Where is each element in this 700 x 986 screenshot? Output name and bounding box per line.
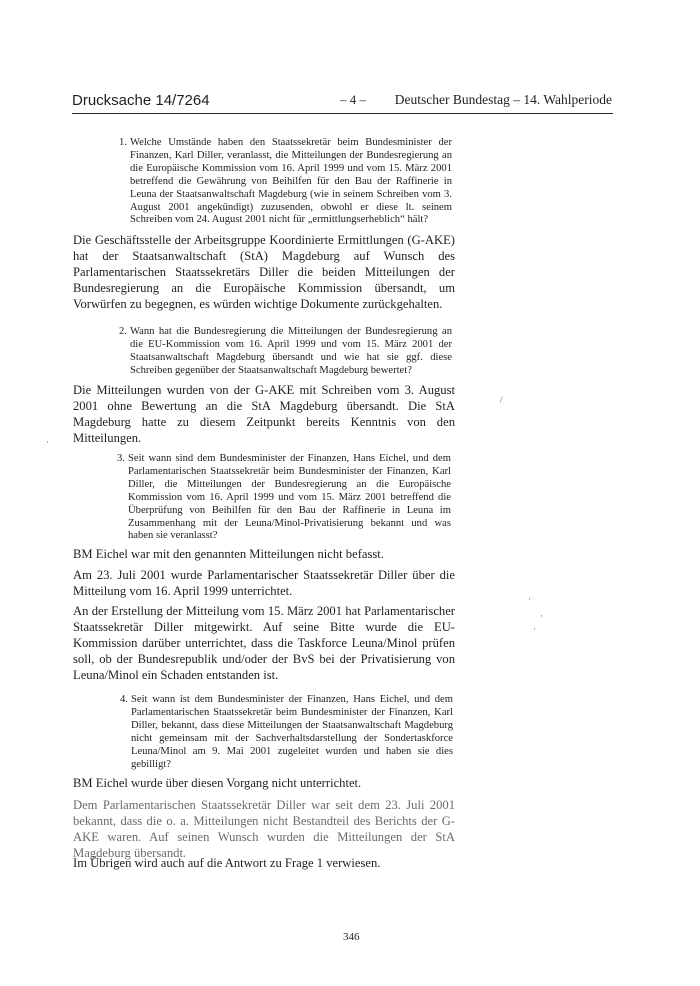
answer-4-paragraph-2: Dem Parlamentarischen Staatssekretär Diller war seit dem 23. Juli 2001 bekannt, dass die o. a. Mitteilungen nicht Bestandteil des Berichts der G-AKE waren. Auf seinen Wunsch wurden die Mitteilungen der StA Magdeburg übersandt.: [73, 798, 455, 860]
page-marker: – 4 –: [340, 92, 366, 107]
question-1-text: Welche Umstände haben den Staatssekretär beim Bundesminister der Finanzen, Karl Diller, veranlasst, die Mitteilungen der Bundesregierung an die Europäische Kommission vom 16. April 1999 und vom 15. März 2001 betreffend die Gewährung von Beihilfen für den Bau der Raffinerie in Leuna der Staatsanwaltschaft Magdeburg (wie in seinem Schreiben vom 3. August 2001 angekündigt) zuzusenden, obwohl er diese lt. seinem Schreiben vom 24. August 2001 nicht für „ermittlungserheblich“ hält?: [130, 137, 452, 226]
answer-3-paragraph-2: Am 23. Juli 2001 wurde Parlamentarischer Staatssekretär Diller über die Mitteilung vom 16. April 1999 unterrichtet.: [73, 568, 455, 598]
question-2: [119, 326, 452, 378]
question-2-number: 2.: [119, 326, 127, 337]
answer-3-paragraph-3: An der Erstellung der Mitteilung vom 15. März 2001 hat Parlamentarischer Staatssekretär Diller mitgewirkt. Auf seine Bitte wurde die EU-Kommission darüber unterrichtet, dass die Taskforce Leuna/Minol prüfen soll, ob der Bundesrepublik und/oder der BvS bei der Privatisierung von Leuna/Minol ein Schaden entstanden ist.: [73, 604, 455, 682]
answer-2-paragraph-1: Die Mitteilungen wurden von der G-AKE mit Schreiben vom 3. August 2001 ohne Bewertung an die StA Magdeburg übersandt. Die StA Magdeburg hatte zu diesem Zeitpunkt bereits Kenntnis von den Mitteilungen.: [73, 383, 455, 445]
drucksache-number: Drucksache 14/7264: [72, 92, 210, 109]
question-2-text: Wann hat die Bundesregierung die Mitteilungen der Bundesregierung an die EU-Kommission vom 16. April 1999 und vom 15. März 2001 der Staatsanwaltschaft Magdeburg übersandt und wie hat sie ggf. diese Schreiben gegenüber der Staatsanwaltschaft Magdeburg bewertet?: [130, 326, 452, 376]
page-number: 346: [343, 931, 360, 943]
question-1: [119, 137, 452, 227]
scan-speck: ·: [46, 437, 49, 447]
page-header: [72, 92, 612, 114]
question-3-number: 3.: [117, 453, 125, 464]
scan-speck: /: [500, 395, 503, 405]
question-1-number: 1.: [119, 137, 127, 148]
question-3-text: Seit wann sind dem Bundesminister der Finanzen, Hans Eichel, und dem Parlamentarischen Staatssekretär beim Bundesminister der Finanzen, Karl Diller, die Mitteilungen der Bundesregierung an die Europäische Kommission vom 16. April 1999 und vom 15. März 2001 betreffend die Überprüfung von Beihilfen für den Bau der Raffinerie in Leuna im Zusammenhang mit der Leuna/Minol-Privatisierung bekannt und was haben sie veranlasst?: [128, 453, 451, 542]
header-rule: [72, 113, 613, 114]
bundestag-period: Deutscher Bundestag – 14. Wahlperiode: [394, 92, 612, 107]
answer-4-paragraph-1: BM Eichel wurde über diesen Vorgang nicht unterrichtet.: [73, 776, 362, 790]
answer-3-paragraph-1: BM Eichel war mit den genannten Mitteilungen nicht befasst.: [73, 547, 384, 561]
scan-speck: ·: [528, 594, 531, 604]
scan-speck: ·: [533, 624, 536, 634]
question-4: [120, 694, 453, 771]
question-4-text: Seit wann ist dem Bundesminister der Finanzen, Hans Eichel, und dem Parlamentarischen Staatssekretär beim Bundesminister der Finanzen, Karl Diller, bekannt, dass diese Mitteilungen der Staatsanwaltschaft Magdeburg nicht gemeinsam mit der Sachverhaltsdarstellung der Sondertaskforce Leuna/Minol am 9. Mai 2001 zugeleitet wurden und haben sie dies gebilligt?: [131, 694, 453, 770]
question-4-number: 4.: [120, 694, 128, 705]
scan-speck: ·: [540, 611, 543, 621]
answer-1-paragraph-1: Die Geschäftsstelle der Arbeitsgruppe Koordinierte Ermittlungen (G-AKE) hat der Staatsanwaltschaft (StA) Magdeburg auf Wunsch des Parlamentarischen Staatssekretärs Diller die beiden Mitteilungen der Bundesregierung an die Europäische Kommission übersandt, um Vorwürfen zu begegnen, es würden wichtige Dokumente zurückgehalten.: [73, 233, 455, 311]
answer-4-paragraph-3: Im Übrigen wird auch auf die Antwort zu Frage 1 verwiesen.: [73, 856, 381, 870]
question-3: [117, 453, 451, 543]
